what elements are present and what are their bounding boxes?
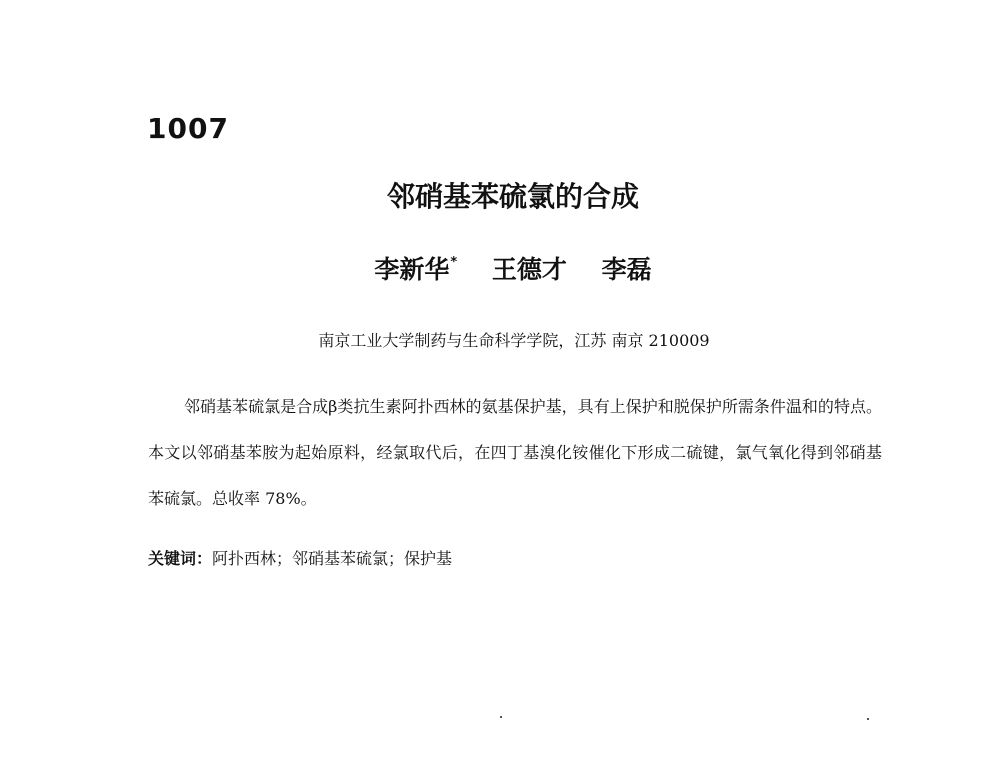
author xyxy=(374,250,457,286)
abstract: 邻硝基苯硫氯是合成β类抗生素阿扑西林的氨基保护基，具有上保护和脱保护所需条件温和的特点。本文以邻硝基苯胺为起始原料，经氯取代后，在四丁基溴化铵催化下形成二硫键，氯气氧化得到邻硝基苯硫氯。总收率 78%。 xyxy=(148,397,882,508)
scan-speck xyxy=(867,718,869,720)
author xyxy=(492,250,567,286)
author-name: 李磊 xyxy=(601,255,652,284)
keywords-text: 阿扑西林；邻硝基苯硫氯；保护基 xyxy=(212,549,453,568)
keywords xyxy=(148,546,452,569)
paper-title: 邻硝基苯硫氯的合成 xyxy=(386,180,639,213)
page-number: 1007 xyxy=(147,112,229,145)
scan-speck xyxy=(500,716,502,718)
author-name: 李新华 xyxy=(374,255,450,284)
author xyxy=(602,250,652,286)
keywords-label: 关键词： xyxy=(148,549,213,568)
affiliation: 南京工业大学制药与生命科学学院，江苏 南京 210009 xyxy=(318,331,710,350)
author-list xyxy=(0,250,1000,286)
author-name: 王德才 xyxy=(491,255,567,284)
corresponding-author-mark: * xyxy=(450,255,458,270)
